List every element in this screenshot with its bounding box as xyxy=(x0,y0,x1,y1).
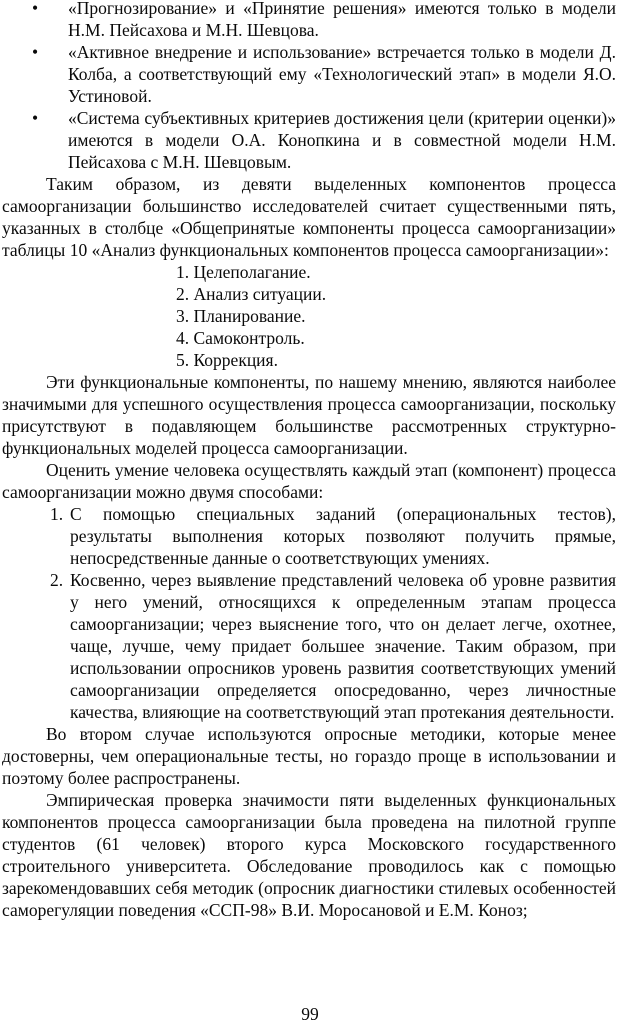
component-item: 2. Анализ ситуации. xyxy=(176,284,327,304)
bullet-item xyxy=(2,0,616,41)
paragraph-significance: Эти функциональные компоненты, по нашему мнению, являются наиболее значимыми для успешного осуществления процесса самоорганизации, поскольку присутствуют в подавляющем большинстве рассмотренных структурно-функциональных моделей процесса самоорганизации. xyxy=(2,372,616,458)
bullet-list xyxy=(2,0,616,173)
page-text xyxy=(2,0,616,921)
method-item xyxy=(2,569,616,723)
method-item xyxy=(2,503,616,569)
method-number: 2. xyxy=(50,570,64,590)
method-text: Косвенно, через выявление представлений человека об уровне развития у него умений, относящихся к определенным этапам процесса самоорганизации; через выяснение того, что он делает легче, охотнее, чаще, лучше, чему придает большее значение. Таким образом, при использовании опросников уровень развития соответствующих умений самоорганизации определяется опосредованно, через личностные качества, влияющие на соответствующий этап протекания деятельности. xyxy=(70,570,616,722)
component-item: 4. Самоконтроль. xyxy=(176,328,305,348)
paragraph-summary: Таким образом, из девяти выделенных компонентов процесса самоорганизации большинство исследователей считает существенными пять, указанных в столбце «Общепринятые компоненты процесса самоорганизации» таблицы 10 «Анализ функциональных компонентов процесса самоорганизации»: xyxy=(2,174,616,260)
components-list xyxy=(2,261,616,371)
component-item: 3. Планирование. xyxy=(176,306,306,326)
methods-list xyxy=(2,503,616,723)
paragraph-questionnaires: Во втором случае используются опросные методики, которые менее достоверны, чем операциональные тесты, но гораздо проще в использовании и поэтому более распространены. xyxy=(2,724,616,788)
method-number: 1. xyxy=(50,504,64,524)
paragraph-empirical: Эмпирическая проверка значимости пяти выделенных функциональных компонентов процесса самоорганизации была проведена на пилотной группе студентов (61 человек) второго курса Московского государственного строительного университета. Обследование проводилось как с помощью зарекомендовавших себя методик (опросник диагностики стилевых особенностей саморегуляции поведения «ССП-98» В.И. Моросановой и Е.М. Коноз; xyxy=(2,790,616,920)
bullet-text: «Активное внедрение и использование» встречается только в модели Д. Колба, а соответствующий ему «Технологический этап» в модели Я.О. Устиновой. xyxy=(68,42,616,106)
paragraph-assessment: Оценить умение человека осуществлять каждый этап (компонент) процесса самоорганизации можно двумя способами: xyxy=(2,460,616,502)
page-number: 99 xyxy=(301,1004,319,1024)
bullet-mark: • xyxy=(32,108,39,128)
bullet-item xyxy=(2,107,616,173)
bullet-mark: • xyxy=(32,0,39,18)
bullet-text: «Прогнозирование» и «Принятие решения» имеются только в модели Н.М. Пейсахова и М.Н. Шевцова. xyxy=(68,0,616,40)
bullet-item xyxy=(2,41,616,107)
method-text: С помощью специальных заданий (операциональных тестов), результаты выполнения которых позволяют получить прямые, непосредственные данные о соответствующих умениях. xyxy=(70,504,616,568)
component-item: 5. Коррекция. xyxy=(176,350,278,370)
bullet-mark: • xyxy=(32,42,39,62)
component-item: 1. Целеполагание. xyxy=(176,262,311,282)
bullet-text: «Система субъективных критериев достижения цели (критерии оценки)» имеются в модели О.А. Конопкина и в совместной модели Н.М. Пейсахова с М.Н. Шевцовым. xyxy=(68,108,616,172)
